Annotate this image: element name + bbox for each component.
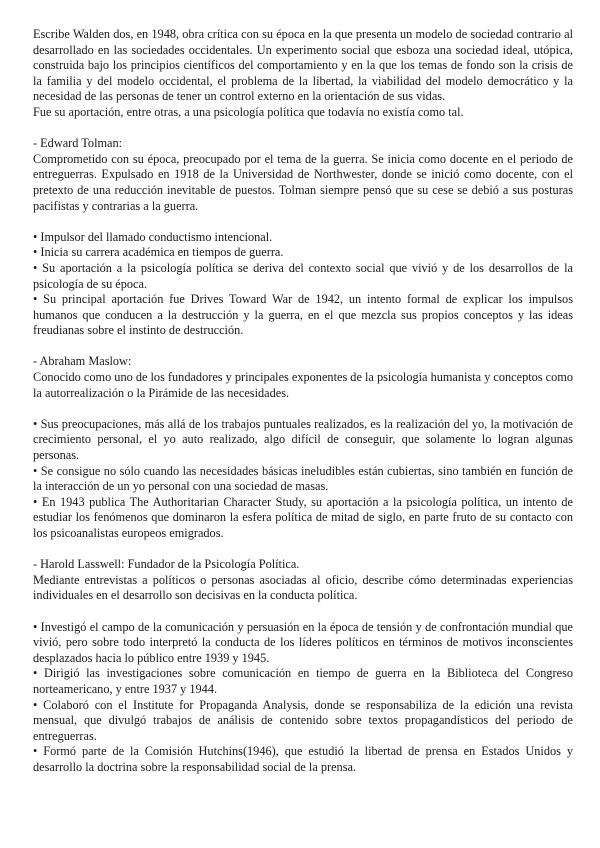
maslow-bullet-1: • Sus preocupaciones, más allá de los trabajos puntuales realizados, es la realización del yo, la motivación de crecimiento personal, el yo auto realizado, algo difícil de conseguir, que solamente lo logran algunas personas. xyxy=(33,416,573,463)
lasswell-paragraph: Mediante entrevistas a políticos o personas asociadas al oficio, describe cómo determinadas experiencias individuales en el desarrollo son decisivas en la conducta política. xyxy=(33,572,573,603)
lasswell-bullet-3: • Colaboró con el Institute for Propaganda Analysis, donde se responsabiliza de la edición una revista mensual, que divulgó trabajos de análisis de contenido sobre textos propagandísticos del periodo de entreguerras. xyxy=(33,697,573,743)
contribution-paragraph: Fue su aportación, entre otras, a una psicología política que todavía no existía como tal. xyxy=(33,104,464,119)
spacer xyxy=(33,339,573,355)
maslow-bullet-3: • En 1943 publica The Authoritarian Character Study, su aportación a la psicología política, un intento de estudiar los fenómenos que dominaron la esfera política de mitad de siglo, en parte fruto de su contacto con los psicoanalistas europeos emigrados. xyxy=(33,494,573,540)
tolman-bullet-1: • Impulsor del llamado conductismo intencional. xyxy=(33,229,273,244)
maslow-bullet-2: • Se consigue no sólo cuando las necesidades básicas ineludibles están cubiertas, sino también en función de la interacción de un yo personal con una sociedad de masas. xyxy=(33,463,573,494)
maslow-heading: - Abraham Maslow: xyxy=(33,354,132,369)
tolman-bullet-2: • Inicia su carrera académica en tiempos de guerra. xyxy=(33,245,284,260)
spacer xyxy=(33,214,573,230)
document-page xyxy=(33,27,573,776)
spacer xyxy=(33,604,573,620)
lasswell-heading: - Harold Lasswell: Fundador de la Psicología Política. xyxy=(33,557,300,572)
spacer xyxy=(33,401,573,417)
spacer xyxy=(33,542,573,558)
lasswell-bullet-1: • Investigó el campo de la comunicación y persuasión en la época de tensión y de confrontación mundial que vivió, pero sobre todo interpretó la conducta de los líderes políticos en términos de motivos inconscientes desplazados hacia lo público entre 1939 y 1945. xyxy=(33,619,573,665)
maslow-paragraph: Conocido como uno de los fundadores y principales exponentes de la psicología humanista y conceptos como la autorrealización o la Pirámide de las necesidades. xyxy=(33,370,573,400)
tolman-bullet-4: • Su principal aportación fue Drives Toward War de 1942, un intento formal de explicar los impulsos humanos que conducen a la destrucción y la guerra, en el que mezcla sus propios conceptos y las ideas freudianas sobre el instinto de destrucción. xyxy=(33,292,573,338)
lasswell-bullet-4: • Formó parte de la Comisión Hutchins(1946), que estudió la libertad de prensa en Estados Unidos y desarrollo la doctrina sobre la responsabilidad social de la prensa. xyxy=(33,744,573,774)
spacer xyxy=(33,121,573,137)
lasswell-bullet-2: • Dirigió las investigaciones sobre comunicación en tiempo de guerra en la Biblioteca del Congreso norteamericano, y entre 1937 y 1944. xyxy=(33,666,573,696)
tolman-paragraph: Comprometido con su época, preocupado por el tema de la guerra. Se inicia como docente en el periodo de entreguerras. Expulsado en 1918 de la Universidad de Northwester, donde se inició como docente, con el pretexto de una reducción inevitable de puestos. Tolman siempre pensó que su cese se debió a sus posturas pacifistas y contrarias a la guerra. xyxy=(33,151,573,213)
walden-dos-paragraph: Escribe Walden dos, en 1948, obra crítica con su época en la que presenta un modelo de sociedad contrario al desarrollado en las sociedades occidentales. Un experimento social que esboza una sociedad ideal, utópica, construida bajo los principios científicos del comportamiento y en la que los temas de fondo son la crisis de la familia y del modelo occidental, el problema de la libertad, la viabilidad del modelo democrático y la necesidad de las personas de tener un control externo en la orientación de sus vidas. xyxy=(33,27,573,104)
tolman-heading: - Edward Tolman: xyxy=(33,136,123,151)
tolman-bullet-3: • Su aportación a la psicología política se deriva del contexto social que vivió y de los desarrollos de la psicología de su época. xyxy=(33,260,573,291)
